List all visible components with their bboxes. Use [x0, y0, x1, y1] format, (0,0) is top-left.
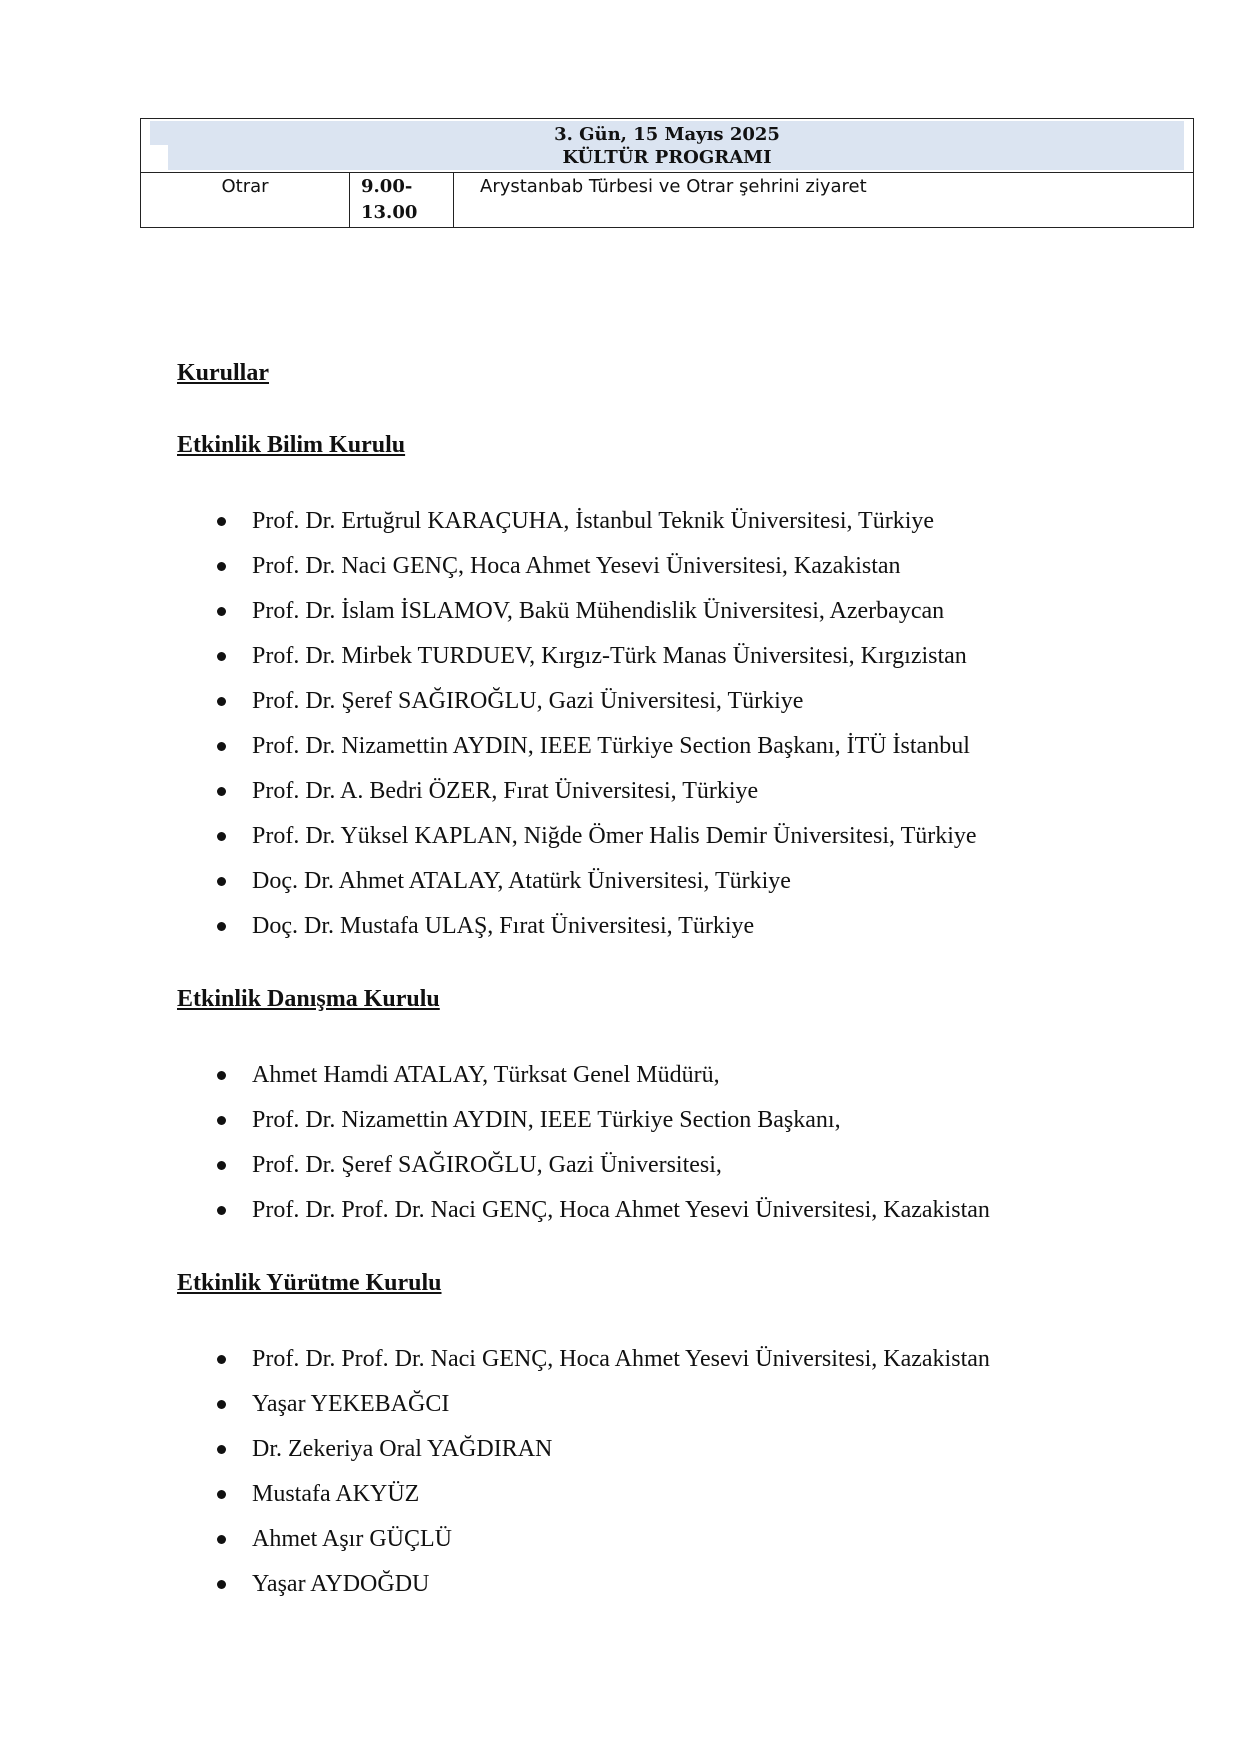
list-item	[177, 859, 1157, 904]
culture-program-table	[140, 118, 1194, 228]
member-text: Prof. Dr. Naci GENÇ, Hoca Ahmet Yesevi Üniversitesi, Kazakistan	[252, 553, 901, 579]
list-item	[177, 499, 1157, 544]
member-text: Ahmet Aşır GÜÇLÜ	[252, 1526, 452, 1552]
list-item	[177, 1143, 1157, 1188]
bullet-icon	[217, 517, 226, 526]
bullet-icon	[217, 1355, 226, 1364]
list-item	[177, 634, 1157, 679]
list-item	[177, 589, 1157, 634]
advisory-committee-list	[177, 1053, 1157, 1233]
list-item	[177, 769, 1157, 814]
bullet-icon	[217, 1116, 226, 1125]
program-time-cell	[349, 173, 453, 227]
bullet-icon	[217, 1161, 226, 1170]
bullet-icon	[217, 1580, 226, 1589]
bullet-icon	[217, 922, 226, 931]
bullet-icon	[217, 652, 226, 661]
executive-committee-heading: Etkinlik Yürütme Kurulu	[177, 1270, 442, 1296]
bullet-icon	[217, 1071, 226, 1080]
member-text: Prof. Dr. Nizamettin AYDIN, IEEE Türkiye Section Başkanı, İTÜ İstanbul	[252, 733, 970, 759]
member-text: Prof. Dr. Yüksel KAPLAN, Niğde Ömer Halis Demir Üniversitesi, Türkiye	[252, 823, 977, 849]
advisory-committee-heading: Etkinlik Danışma Kurulu	[177, 986, 440, 1012]
bullet-icon	[217, 742, 226, 751]
program-time-start: 9.00-	[361, 176, 413, 197]
bullet-icon	[217, 1490, 226, 1499]
program-time-end: 13.00	[361, 202, 418, 223]
bullet-icon	[217, 697, 226, 706]
list-item	[177, 544, 1157, 589]
member-text: Prof. Dr. Mirbek TURDUEV, Kırgız-Türk Manas Üniversitesi, Kırgızistan	[252, 643, 967, 669]
bullet-icon	[217, 787, 226, 796]
list-item	[177, 1472, 1157, 1517]
program-title: KÜLTÜR PROGRAMI	[562, 147, 772, 168]
bullet-icon	[217, 607, 226, 616]
member-text: Ahmet Hamdi ATALAY, Türksat Genel Müdürü,	[252, 1062, 720, 1088]
bullet-icon	[217, 1400, 226, 1409]
list-item	[177, 1188, 1157, 1233]
member-text: Yaşar YEKEBAĞCI	[252, 1391, 450, 1417]
member-text: Yaşar AYDOĞDU	[252, 1571, 430, 1597]
list-item	[177, 1517, 1157, 1562]
member-text: Prof. Dr. Prof. Dr. Naci GENÇ, Hoca Ahmet Yesevi Üniversitesi, Kazakistan	[252, 1197, 990, 1223]
member-text: Prof. Dr. Prof. Dr. Naci GENÇ, Hoca Ahmet Yesevi Üniversitesi, Kazakistan	[252, 1346, 990, 1372]
member-text: Mustafa AKYÜZ	[252, 1481, 420, 1507]
list-item	[177, 814, 1157, 859]
list-item	[177, 1337, 1157, 1382]
program-row	[141, 173, 1193, 227]
bullet-icon	[217, 877, 226, 886]
list-item	[177, 904, 1157, 949]
member-text: Prof. Dr. Şeref SAĞIROĞLU, Gazi Üniversitesi,	[252, 1152, 722, 1178]
bullet-icon	[217, 1445, 226, 1454]
program-table-header	[141, 119, 1193, 173]
executive-committee-list	[177, 1337, 1157, 1607]
member-text: Prof. Dr. Ertuğrul KARAÇUHA, İstanbul Teknik Üniversitesi, Türkiye	[252, 508, 935, 534]
member-text: Prof. Dr. İslam İSLAMOV, Bakü Mühendislik Üniversitesi, Azerbaycan	[252, 598, 945, 624]
program-place-cell: Otrar	[221, 176, 269, 197]
member-text: Prof. Dr. A. Bedri ÖZER, Fırat Üniversitesi, Türkiye	[252, 778, 759, 804]
list-item	[177, 724, 1157, 769]
science-committee-heading: Etkinlik Bilim Kurulu	[177, 432, 406, 458]
list-item	[177, 679, 1157, 724]
list-item	[177, 1427, 1157, 1472]
member-text: Doç. Dr. Ahmet ATALAY, Atatürk Üniversitesi, Türkiye	[252, 868, 791, 894]
list-item	[177, 1382, 1157, 1427]
member-text: Prof. Dr. Nizamettin AYDIN, IEEE Türkiye Section Başkanı,	[252, 1107, 841, 1133]
member-text: Doç. Dr. Mustafa ULAŞ, Fırat Üniversitesi, Türkiye	[252, 913, 755, 939]
science-committee-list	[177, 499, 1157, 949]
bullet-icon	[217, 1206, 226, 1215]
committees-heading: Kurullar	[177, 360, 270, 386]
member-text: Prof. Dr. Şeref SAĞIROĞLU, Gazi Üniversitesi, Türkiye	[252, 688, 804, 714]
bullet-icon	[217, 1535, 226, 1544]
committees-section	[177, 355, 1157, 1639]
program-description-cell: Arystanbab Türbesi ve Otrar şehrini ziyaret	[453, 173, 1193, 227]
list-item	[177, 1053, 1157, 1098]
list-item	[177, 1562, 1157, 1607]
list-item	[177, 1098, 1157, 1143]
program-day-line: 3. Gün, 15 Mayıs 2025	[554, 124, 780, 145]
member-text: Dr. Zekeriya Oral YAĞDIRAN	[252, 1436, 553, 1462]
header-title-block	[141, 123, 1193, 169]
bullet-icon	[217, 832, 226, 841]
bullet-icon	[217, 562, 226, 571]
